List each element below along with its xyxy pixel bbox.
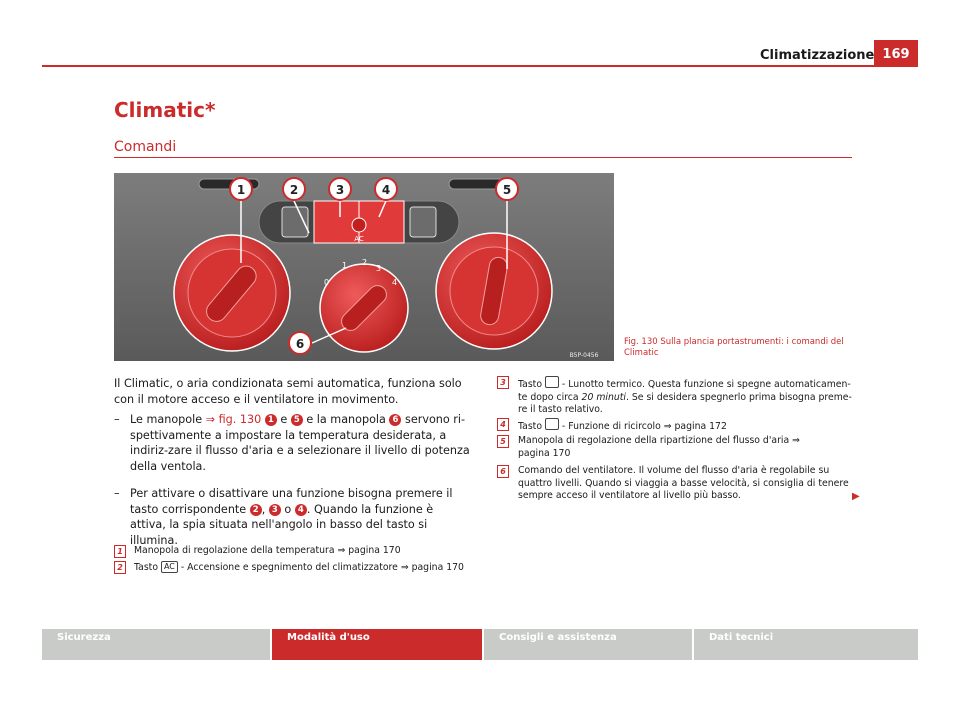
running-section-title: Climatizzazione bbox=[760, 48, 875, 63]
fan-scale-0: 0 bbox=[324, 278, 330, 287]
bullet-dash-1: – bbox=[114, 413, 120, 426]
bullet-1: Le manopole ⇒ fig. 130 1 e 5 e la manopola 6 servono ri-spettivamente a impostare la temperatura desiderata, a indiriz-zare il flusso d'aria e a selezionare il livello di potenza della ventola. bbox=[130, 413, 470, 473]
legend-item-6: Comando del ventilatore. Il volume del flusso d'aria è regolabile su quattro livelli. Quando si viaggia a basse velocità, si consiglia di tenere sempre acceso il ventilatore al livello più basso. bbox=[518, 465, 849, 501]
footer-tab-modalita-uso[interactable]: Modalità d'uso bbox=[272, 629, 482, 660]
callout-2: 2 bbox=[289, 183, 299, 197]
bullet-2: Per attivare o disattivare una funzione bisogna premere il tasto corrispondente 2 , 3 o 4 . Quando la funzione è attiva, la spia situata nell'angolo in basso del tasto si illumina. bbox=[130, 487, 453, 547]
legend-item-1: Manopola di regolazione della temperatura ⇒ pagina 170 bbox=[134, 545, 401, 556]
legend-num-1: 1 bbox=[114, 545, 126, 558]
climatic-controls-figure bbox=[114, 173, 614, 361]
num-badge-6: 6 bbox=[389, 414, 401, 426]
continue-arrow-icon: ▶ bbox=[852, 491, 860, 502]
section-subtitle: Comandi bbox=[114, 139, 177, 155]
page-number: 169 bbox=[874, 40, 918, 67]
temperature-knob bbox=[174, 235, 290, 351]
fan-scale-1: 1 bbox=[342, 261, 348, 270]
ac-key-icon: AC bbox=[161, 561, 178, 573]
page-title: Climatic* bbox=[114, 98, 216, 122]
callout-1: 1 bbox=[236, 183, 246, 197]
air-distribution-knob bbox=[436, 233, 552, 349]
intro-paragraph: Il Climatic, o aria condizionata semi automatica, funziona solo con il motore acceso e il ventilatore in movimento. bbox=[114, 377, 462, 406]
legend-num-3: 3 bbox=[497, 376, 509, 389]
figure-code: B5P-0456 bbox=[569, 352, 599, 359]
fan-scale-3: 3 bbox=[376, 264, 382, 273]
figure-ref-link[interactable]: ⇒ fig. 130 bbox=[205, 413, 262, 426]
recirculation-key-icon bbox=[545, 418, 559, 430]
legend-item-5: Manopola di regolazione della ripartizione del flusso d'aria ⇒ pagina 170 bbox=[518, 435, 800, 459]
num-badge-1: 1 bbox=[265, 414, 277, 426]
legend-num-2: 2 bbox=[114, 561, 126, 574]
num-badge-2: 2 bbox=[250, 504, 262, 516]
ac-label: AC bbox=[354, 235, 364, 243]
footer-tab-consigli[interactable]: Consigli e assistenza bbox=[484, 629, 692, 660]
legend-num-6: 6 bbox=[497, 465, 509, 478]
subtitle-rule bbox=[114, 157, 852, 158]
callout-4: 4 bbox=[381, 183, 391, 197]
footer-tab-dati-tecnici[interactable]: Dati tecnici bbox=[694, 629, 918, 660]
footer-tab-sicurezza[interactable]: Sicurezza bbox=[42, 629, 270, 660]
legend-item-2: Tasto AC - Accensione e spegnimento del climatizzatore ⇒ pagina 170 bbox=[134, 562, 464, 573]
callout-3: 3 bbox=[335, 183, 345, 197]
legend-item-3: Tasto - Lunotto termico. Questa funzione si spegne automaticamen-te dopo circa 20 minuti. Se si desidera spegnerlo prima bisogna preme-re il tasto relativo. bbox=[518, 376, 853, 417]
num-badge-4: 4 bbox=[295, 504, 307, 516]
rear-defrost-key-icon bbox=[545, 376, 559, 388]
fan-scale-4: 4 bbox=[392, 278, 398, 287]
num-badge-3: 3 bbox=[269, 504, 281, 516]
callout-5: 5 bbox=[502, 183, 512, 197]
num-badge-5: 5 bbox=[291, 414, 303, 426]
fan-scale-2: 2 bbox=[362, 258, 368, 267]
legend-num-5: 5 bbox=[497, 435, 509, 448]
bullet-dash-2: – bbox=[114, 487, 120, 500]
figure-caption: Fig. 130 Sulla plancia portastrumenti: i comandi del Climatic bbox=[624, 337, 844, 358]
callout-6: 6 bbox=[295, 337, 305, 351]
legend-num-4: 4 bbox=[497, 418, 509, 431]
header-rule bbox=[42, 65, 918, 67]
legend-item-4: Tasto - Funzione di ricircolo ⇒ pagina 172 bbox=[518, 418, 853, 434]
